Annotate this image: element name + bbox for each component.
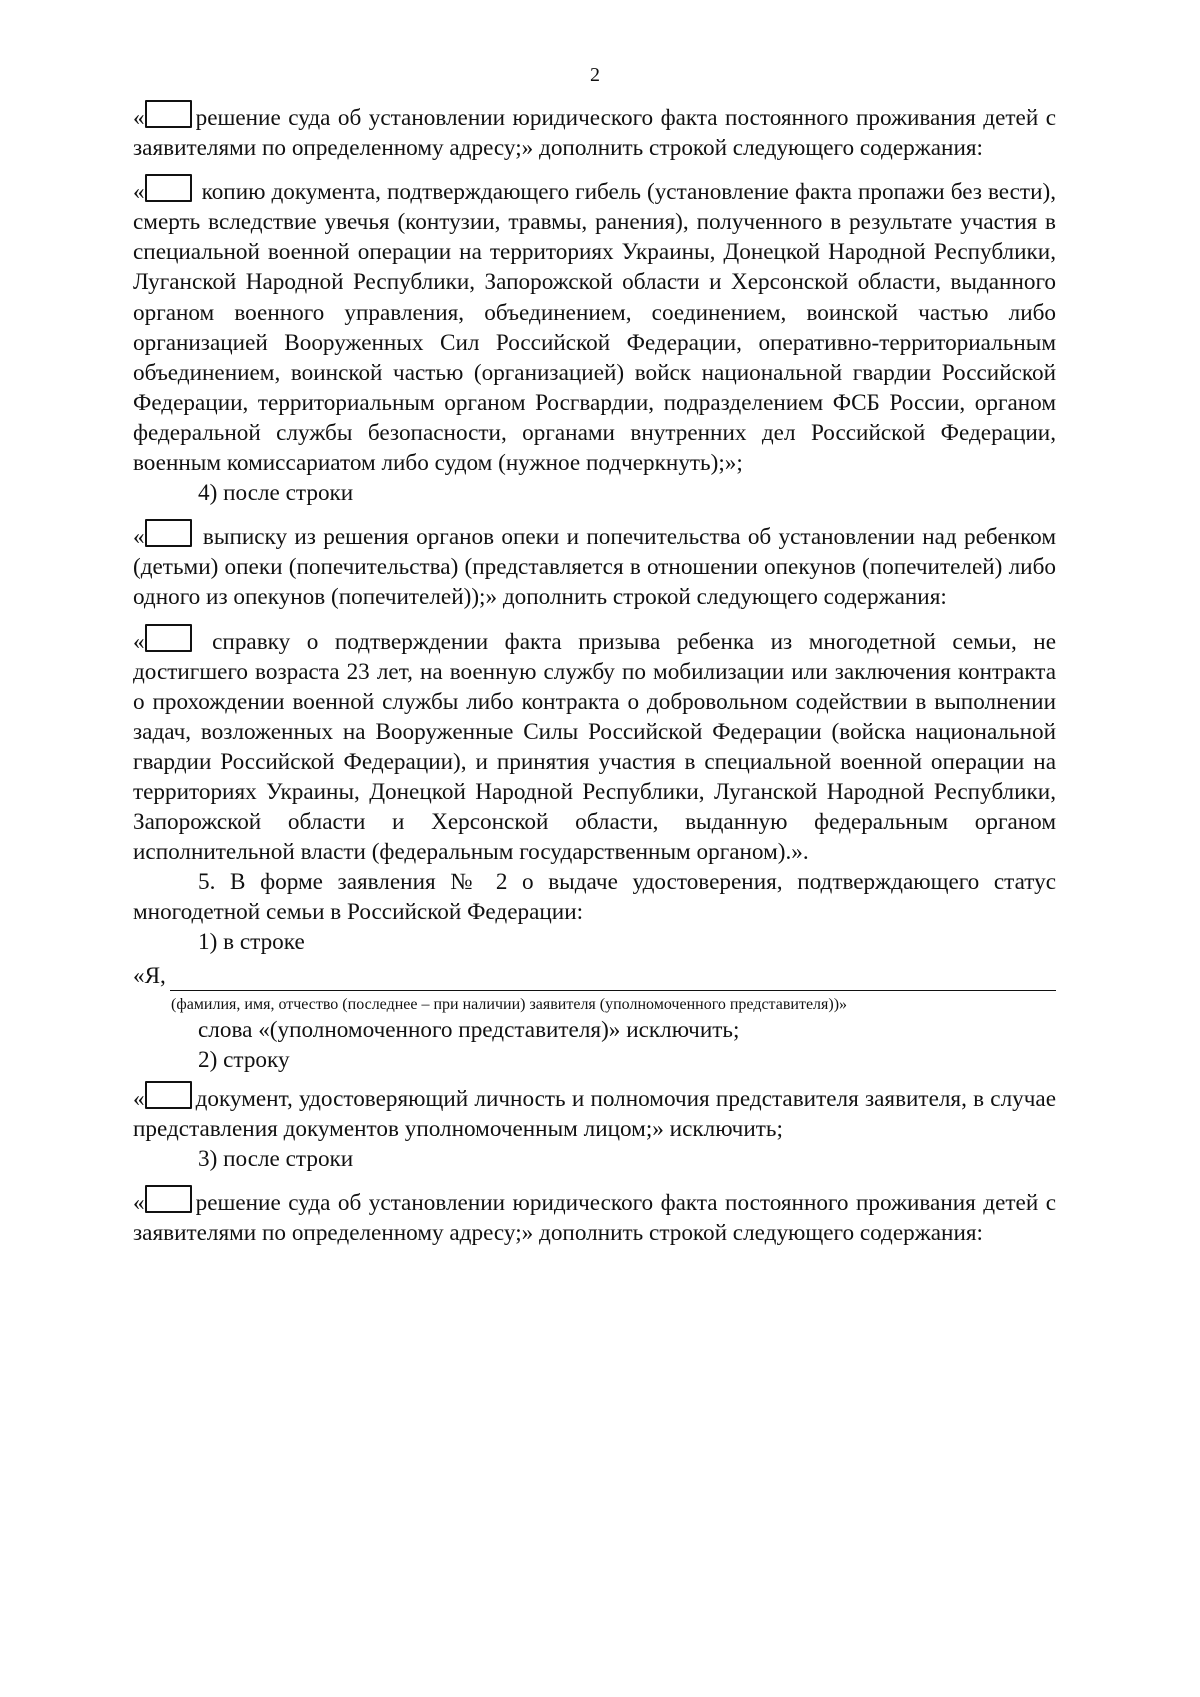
paragraph-item-5: 5. В форме заявления № 2 о выдаче удостоверения, подтверждающего статус многодетной семьи в Российской Федерации: bbox=[133, 869, 1056, 926]
paragraph-item-5-2: 2) строку bbox=[198, 1046, 290, 1073]
quote-mark: « bbox=[133, 628, 145, 655]
quote-mark: « bbox=[133, 1085, 145, 1112]
paragraph-text: решение суда об установлении юридического факта постоянного проживания детей с заявителями по определенному адресу;» дополнить строкой следующего содержания: bbox=[133, 1190, 1056, 1247]
form-field-caption: (фамилия, имя, отчество (последнее – при наличии) заявителя (уполномоченного представителя))» bbox=[171, 995, 848, 1013]
empty-checkbox-icon bbox=[145, 1081, 192, 1109]
paragraph-text: документ, удостоверяющий личность и полномочия представителя заявителя, в случае представления документов уполномоченным лицом;» исключить; bbox=[133, 1085, 1056, 1142]
empty-checkbox-icon bbox=[145, 519, 192, 547]
paragraph-death-document bbox=[133, 174, 1056, 478]
paragraph-identity-document bbox=[133, 1081, 1056, 1144]
paragraph-conscription-certificate bbox=[133, 624, 1056, 868]
page-number: 2 bbox=[590, 64, 600, 86]
paragraph-guardianship-extract bbox=[133, 519, 1056, 612]
paragraph-text: выписку из решения органов опеки и попечительства об установлении над ребенком (детьми) опеки (попечительства) (представляется в отношении опекунов (попечителей) либо одного из опекунов (попечителей));» дополнить строкой следующего содержания: bbox=[133, 524, 1056, 611]
blank-line bbox=[170, 968, 1056, 991]
document-body bbox=[133, 100, 1056, 1248]
quote-mark: « bbox=[133, 524, 145, 551]
empty-checkbox-icon bbox=[145, 624, 192, 652]
paragraph-text: решение суда об установлении юридического факта постоянного проживания детей с заявителями по определенному адресу;» дополнить строкой следующего содержания: bbox=[133, 105, 1056, 162]
quote-mark: « bbox=[133, 105, 145, 131]
paragraph-court-decision-2 bbox=[133, 1185, 1056, 1248]
paragraph-item-4: 4) после строки bbox=[198, 480, 354, 507]
paragraph-item-5-3: 3) после строки bbox=[198, 1146, 354, 1172]
paragraph-court-decision bbox=[133, 100, 1056, 163]
paragraph-text: справку о подтверждении факта призыва ребенка из многодетной семьи, не достигшего возраста 23 лет, на военную службу по мобилизации или заключения контракта о прохождении военной службы либо контракта о добровольном содействии в выполнении задач, возложенных на Вооруженные Силы Российской Федерации (войска национальной гвардии Российской Федерации), и принятия участия в специальной военной операции на территориях Украины, Донецкой Народной Республики, Луганской Народной Республики, Запорожской области и Херсонской области, выданную федеральным органом исполнительной власти (федеральным государственным органом).». bbox=[133, 628, 1056, 866]
empty-checkbox-icon bbox=[145, 174, 192, 202]
empty-checkbox-icon bbox=[145, 100, 192, 128]
paragraph-text: копию документа, подтверждающего гибель (установление факта пропажи без вести), смерть вследствие увечья (контузии, травмы, ранения), полученного в результате участия в специальной военной операции на территориях Украины, Донецкой Народной Республики, Луганской Народной Республики, Запорожской области и Херсонской области, выданного органом военного управления, объединением, соединением, воинской частью либо организацией Вооруженных Сил Российской Федерации, оперативно-территориальным объединением, воинской частью (организацией) войск национальной гвардии Российской Федерации, территориальным органом Росгвардии, подразделением ФСБ России, органом федеральной службы безопасности, органами внутренних дел Российской Федерации, военным комиссариатом либо судом (нужное подчеркнуть);»; bbox=[133, 179, 1056, 477]
paragraph-item-5-1: 1) в строке bbox=[198, 929, 305, 956]
quote-mark: « bbox=[133, 179, 145, 206]
paragraph-exclude-words: слова «(уполномоченного представителя)» исключить; bbox=[198, 1016, 740, 1043]
quote-mark: « bbox=[133, 1190, 145, 1217]
form-field-label: «Я, bbox=[133, 962, 166, 989]
empty-checkbox-icon bbox=[145, 1185, 192, 1213]
form-field-applicant-name bbox=[133, 961, 1056, 991]
